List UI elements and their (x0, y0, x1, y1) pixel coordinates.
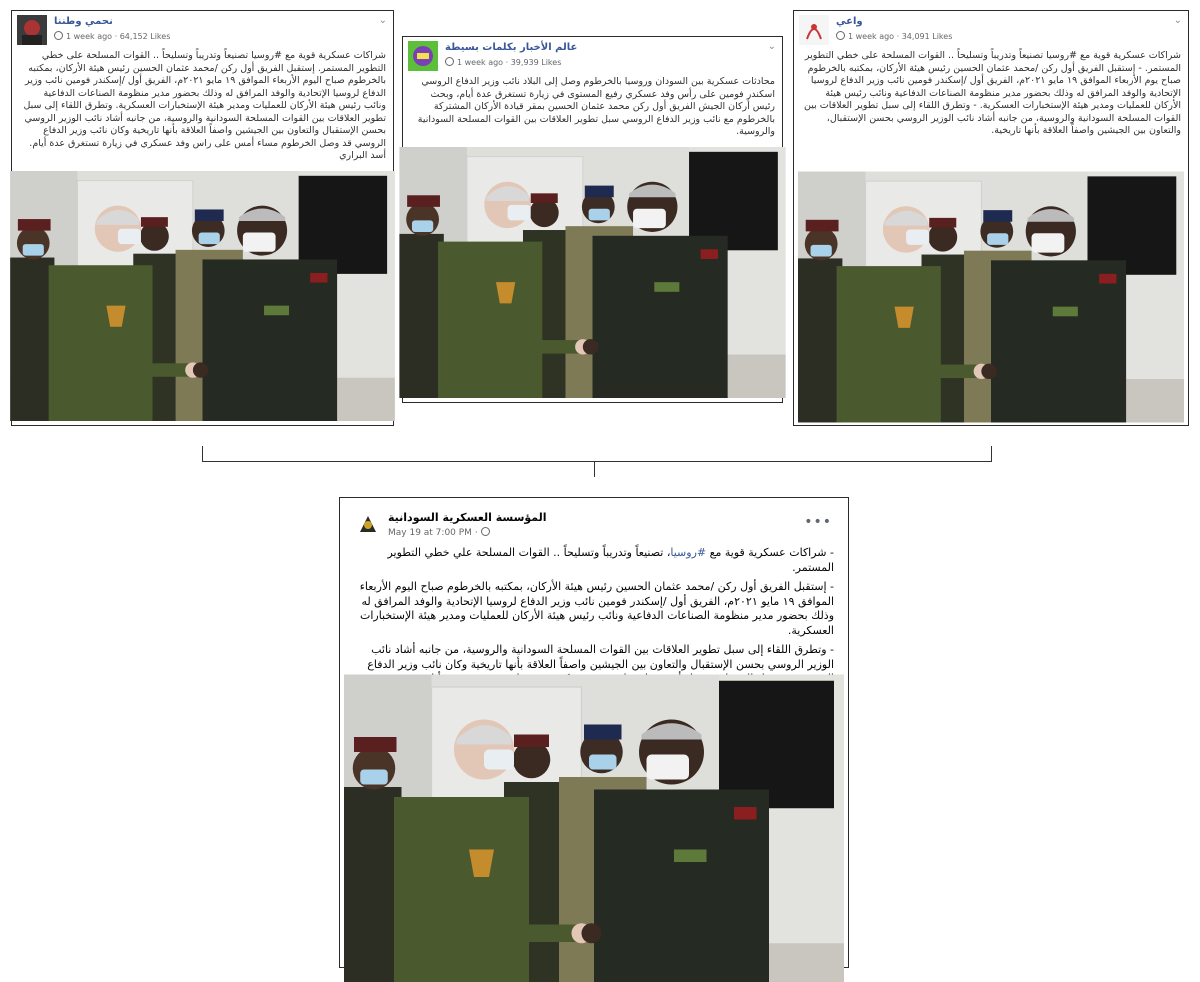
page-name[interactable]: عالم الأخبار بكلمات بسيطة (445, 42, 578, 53)
post-text: شراكات عسكرية قوية مع #روسيا تصنيعاً وتدريباً وتسليحاً .. القوات المسلحة على خطي التطوير المستمر. - إستقبل الفريق أول ركن /محمد عثمان الحسين رئيس هيئة الأركان، بمكتبه بالخرطوم صباح يوم الأربعاء الموافق ١٩ مايو ٢٠٢١م، الفريق أول /إسكندر فومين نائب وزير الدفاع لروسيا الإتحادية والوفد المرافق له وذلك بحضور مدير منظومة الصناعات الدفاعية ونائب رئيس هيئة الأركان للعمليات ومدير هيئة الإستخبارات العسكرية. - وتطرق اللقاء إلى سبل تطوير العلاقات بين القوات المسلحة السودانية والروسية، من جانبه أشاد نائب الوزير الروسي بحسن الإستقبال، والتعاون بين الجيشين واصفاً العلاقة بأنها تاريخية. (804, 50, 1181, 136)
post-text: شراكات عسكرية قوية مع #روسيا تصنيعاً وتدريباً وتسليحاً .. القوات المسلحة على خطي التطوير المستمر. إستقبل الفريق أول ركن /محمد عثمان الحسين رئيس هيئة الأركان، بمكتبه بالخرطوم صباح اليوم الأربعاء الموافق ١٩ مايو ٢٠٢١م، الفريق أول /إسكندر فومين نائب وزير الدفاع لروسيا الإتحادية والوفد المرافق له وذلك بحضور مدير منظومة الصناعات الدفاعية ونائب رئيس هيئة الأركان للعمليات ومدير هيئة الإستخبارات العسكرية. وتطرق اللقاء إلى سبل تطوير العلاقات بين القوات المسلحة السودانية والروسية، من جانبه أشاد نائب الوزير الروسي بحسن الإستقبال والتعاون بين الجيشين واصفاً العلاقة بأنها تاريخية وكان نائب وزير الدفاع الروسي قد وصل الخرطوم مساء أمس على راس وفد عسكري في زيارة تستغرق عدة أيام. أسد البراري (23, 50, 386, 161)
page-name[interactable]: واعي (836, 16, 863, 27)
shared-post-3 (793, 10, 1189, 426)
post-header (340, 498, 848, 542)
globe-icon (54, 31, 63, 40)
post-photo[interactable] (16, 171, 389, 421)
page-name[interactable]: المؤسسة العسكرية السودانية (388, 511, 547, 524)
page-avatar-image (408, 41, 438, 71)
post-meta: 1 week ago · 64,152 Likes (54, 31, 170, 41)
page-avatar[interactable] (799, 15, 829, 45)
paragraph-2: - إستقبل الفريق أول ركن /محمد عثمان الحسين رئيس هيئة الأركان، بمكتبه بالخرطوم صباح اليوم الأربعاء الموافق ١٩ مايو ٢٠٢١م، الفريق أول /إسكندر فومين نائب وزير الدفاع لروسيا الإتحادية والوفد المرافق له وذلك بحضور مدير منظومة الصناعات الدفاعية ونائب رئيس هيئة الأركان للعمليات ومدير هيئة الإستخبارات العسكرية. (359, 580, 834, 637)
page-name[interactable]: نحمي وطننا (54, 16, 113, 27)
post-photo[interactable] (798, 173, 1184, 421)
chevron-down-icon[interactable]: ⌄ (378, 15, 387, 26)
post-meta: 1 week ago · 39,939 Likes (445, 57, 561, 67)
connector-bracket (202, 446, 992, 462)
post-header (12, 11, 393, 47)
shared-post-1 (11, 10, 394, 426)
page-likes: 34,091 Likes (901, 32, 953, 41)
post-header (403, 37, 782, 73)
page-likes: 39,939 Likes (510, 58, 562, 67)
chevron-down-icon[interactable]: ⌄ (1173, 15, 1182, 26)
connector-stem (594, 461, 595, 477)
chevron-down-icon[interactable]: ⌄ (767, 41, 776, 52)
page-avatar-image (17, 15, 47, 45)
post-time[interactable]: 1 week ago (848, 32, 895, 41)
post-meta: 1 week ago · 34,091 Likes (836, 31, 952, 41)
paragraph-1: - شراكات عسكرية قوية مع #روسيا، تصنيعاً وتدريباً وتسليحاً .. القوات المسلحة علي خطي التطوير المستمر. (387, 546, 834, 574)
post-photo[interactable] (344, 711, 844, 963)
page-avatar-image (799, 15, 829, 45)
post-time[interactable]: 1 week ago (66, 32, 113, 41)
hashtag-link[interactable]: #روسيا (670, 546, 707, 559)
page-avatar[interactable] (17, 15, 47, 45)
more-options-icon[interactable]: ••• (804, 514, 832, 530)
post-meta: May 19 at 7:00 PM · (388, 527, 493, 538)
post-time[interactable]: May 19 at 7:00 PM (388, 528, 472, 538)
page-likes: 64,152 Likes (119, 32, 171, 41)
page-avatar[interactable] (408, 41, 438, 71)
paragraph-3: - وتطرق اللقاء إلى سبل تطوير العلاقات بين القوات المسلحة السودانية والروسية، من جانبه أشاد نائب الوزير الروسي بحسن الإستقبال والتعاون بين الجيشين واصفاً العلاقة بأنها تاريخية وكان نائب وزير الدفاع (367, 643, 834, 671)
globe-icon (445, 57, 454, 66)
post-photo[interactable] (407, 147, 778, 398)
post-header (794, 11, 1188, 47)
page-avatar[interactable] (354, 510, 382, 538)
shared-post-2 (402, 36, 783, 403)
globe-icon (481, 527, 490, 536)
post-time[interactable]: 1 week ago (457, 58, 504, 67)
post-text: محادثات عسكرية بين السودان وروسيا بالخرطوم وصل إلى البلاد نائب وزير الدفاع الروسي اسكندر فومين على رأس وفد عسكري رفيع المستوى في زيارة تستغرق عدة أيام، وبحث رئيس أركان الجيش الفريق أول ركن محمد عثمان الحسين بمقر قيادة الأركان المشتركة بالخرطوم مع نائب وزير الدفاع الروسي سبل تطوير العلاقات بين القوات المسلحة السودانية والروسية. (417, 76, 775, 137)
globe-icon (836, 31, 845, 40)
original-post (339, 497, 849, 968)
page-avatar-image (354, 510, 382, 538)
